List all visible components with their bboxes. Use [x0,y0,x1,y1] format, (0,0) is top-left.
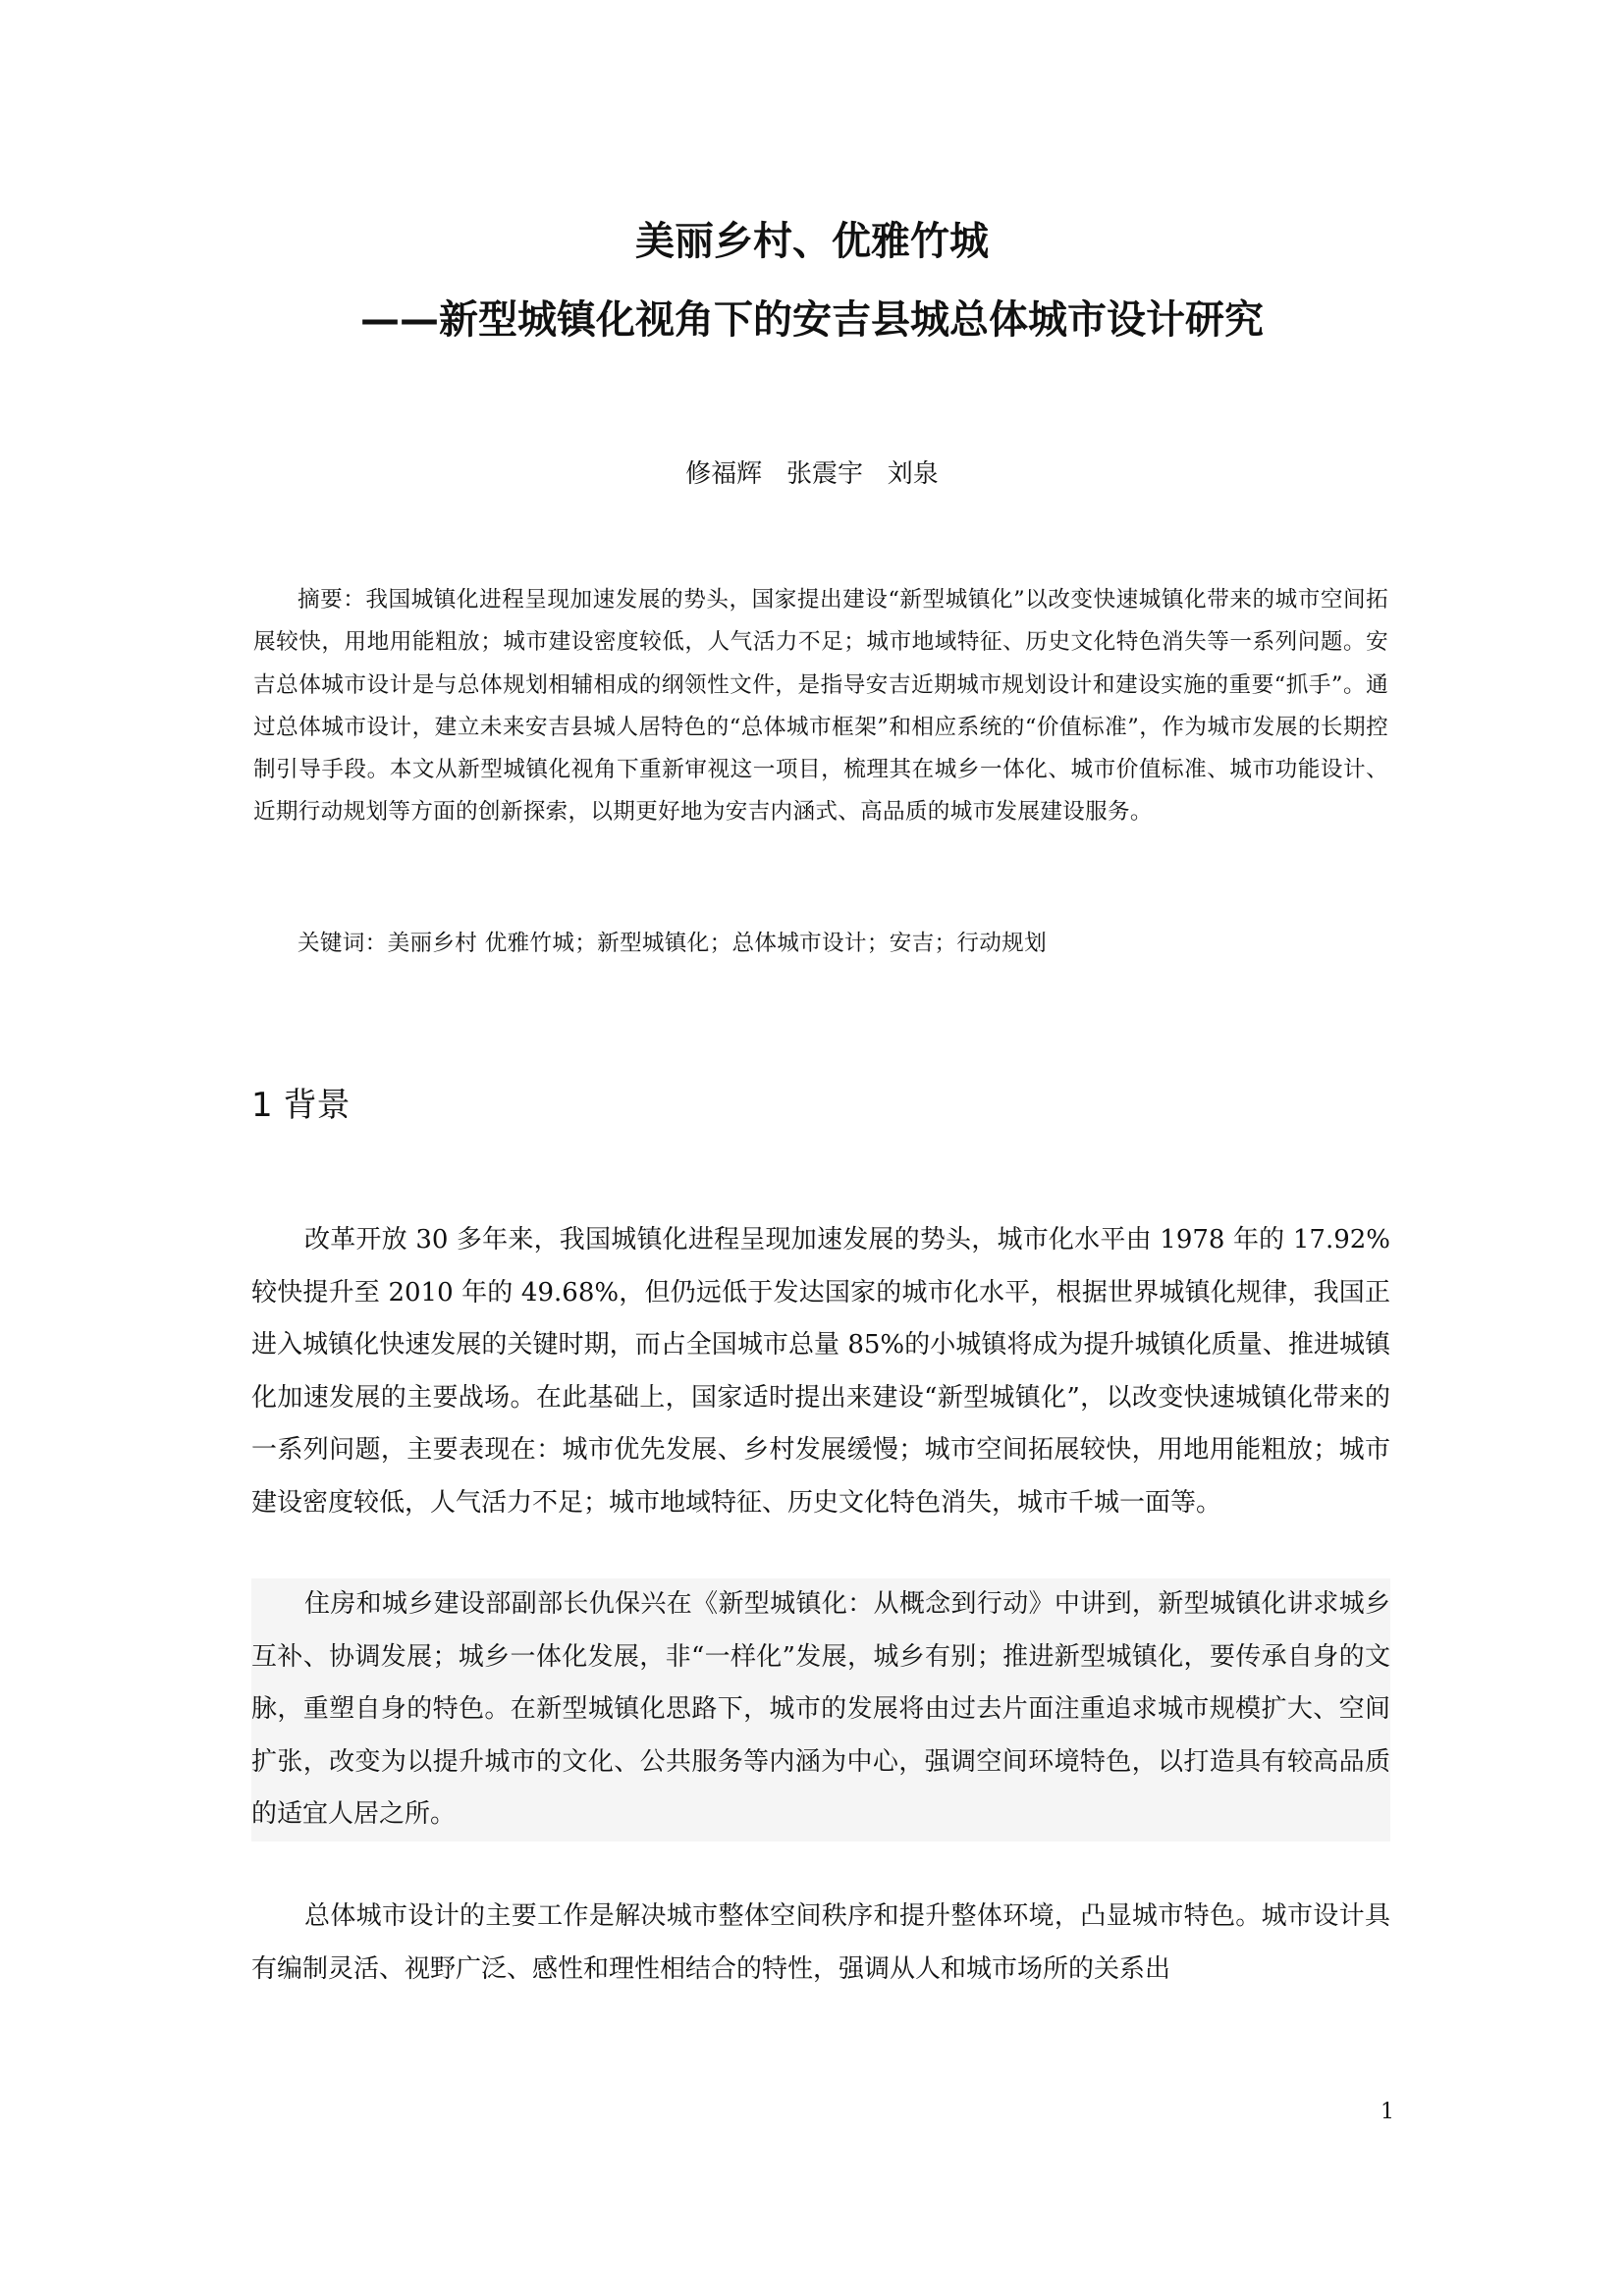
body-paragraph: 改革开放 30 多年来，我国城镇化进程呈现加速发展的势头，城市化水平由 1978 年的 17.92%较快提升至 2010 年的 49.68%，但仍远低于发达国家的城市化水平，根据世界城镇化规律，我国正进入城镇化快速发展的关键时期，而占全国城市总量 85%的小城镇将成为提升城镇化质量、推进城镇化加速发展的主要战场。在此基础上，国家适时提出来建设“新型城镇化”，以改变快速城镇化带来的一系列问题，主要表现在：城市优先发展、乡村发展缓慢；城市空间拓展较快，用地用能粗放；城市建设密度较低，人气活力不足；城市地域特征、历史文化特色消失，城市千城一面等。 [251,1225,1390,1518]
body-paragraph: 住房和城乡建设部副部长仇保兴在《新型城镇化：从概念到行动》中讲到，新型城镇化讲求城乡互补、协调发展；城乡一体化发展，非“一样化”发展，城乡有别；推进新型城镇化，要传承自身的文脉，重塑自身的特色。在新型城镇化思路下，城市的发展将由过去片面注重追求城市规模扩大、空间扩张，改变为以提升城市的文化、公共服务等内涵为中心，强调空间环境特色，以打造具有较高品质的适宜人居之所。 [251,1578,1390,1842]
paper-title: 美丽乡村、优雅竹城 [635,219,989,264]
author-name: 刘泉 [887,459,939,489]
abstract: 摘要：我国城镇化进程呈现加速发展的势头，国家提出建设“新型城镇化”以改变快速城镇化带来的城市空间拓展较快，用地用能粗放；城市建设密度较低，人气活力不足；城市地域特征、历史文化特色消失等一系列问题。安吉总体城市设计是与总体规划相辅相成的纲领性文件，是指导安吉近期城市规划设计和建设实施的重要“抓手”。通过总体城市设计，建立未来安吉县城人居特色的“总体城市框架”和相应系统的“价值标准”，作为城市发展的长期控制引导手段。本文从新型城镇化视角下重新审视这一项目，梳理其在城乡一体化、城市价值标准、城市功能设计、近期行动规划等方面的创新探索，以期更好地为安吉内涵式、高品质的城市发展建设服务。 [253,587,1388,826]
author-list [0,457,1624,491]
author-name: 张震宇 [785,459,863,489]
page-number: 1 [1380,2100,1394,2124]
section-heading: 1 背景 [251,1086,351,1125]
body-paragraph: 总体城市设计的主要工作是解决城市整体空间秩序和提升整体环境，凸显城市特色。城市设计具有编制灵活、视野广泛、感性和理性相结合的特性，强调从人和城市场所的关系出 [251,1901,1390,1984]
paper-subtitle: ——新型城镇化视角下的安吉县城总体城市设计研究 [360,297,1264,343]
keywords: 关键词：美丽乡村 优雅竹城；新型城镇化；总体城市设计；安吉；行动规划 [298,931,1047,956]
author-name: 修福辉 [685,459,763,489]
